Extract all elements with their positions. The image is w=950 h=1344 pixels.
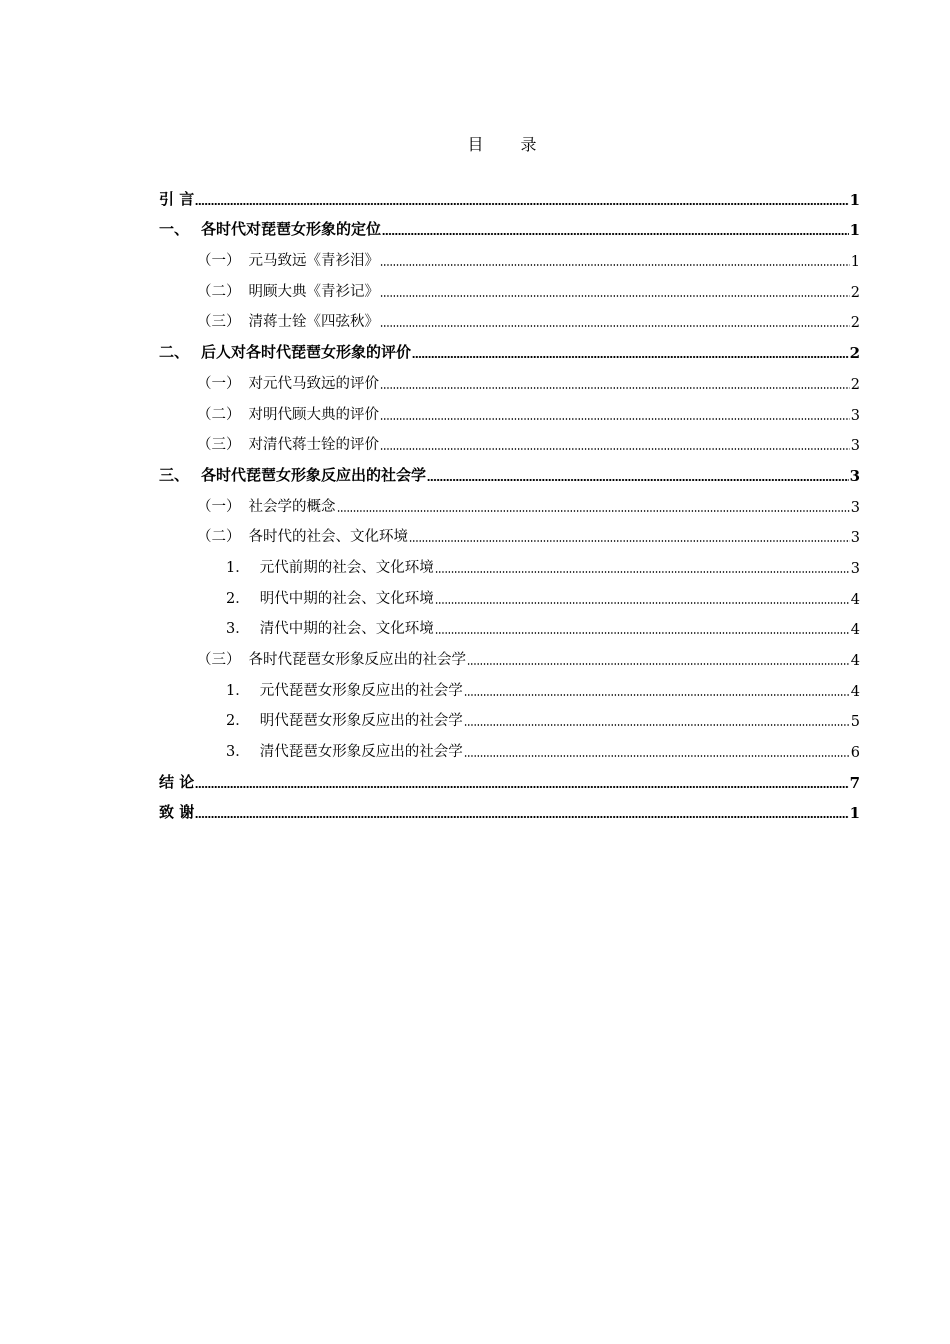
toc-dot-leader xyxy=(380,387,850,389)
toc-entry-number: 1． xyxy=(226,682,250,699)
toc-entry-number: （三） xyxy=(197,314,241,331)
toc-entry-number: （二） xyxy=(197,283,241,300)
toc-entry-page-number: 4 xyxy=(850,591,860,608)
toc-entry-page-number: 4 xyxy=(850,653,860,669)
toc-entry-label: 元马致远《青衫泪》 xyxy=(248,253,379,270)
toc-entry[interactable] xyxy=(159,270,860,301)
toc-entry-page-number: 1 xyxy=(849,190,860,209)
toc-entry[interactable] xyxy=(159,761,860,792)
toc-entry-page-number: 2 xyxy=(850,284,860,301)
toc-entry[interactable] xyxy=(159,608,860,639)
toc-entry-page-number: 3 xyxy=(850,499,860,516)
toc-entry-page-number: 2 xyxy=(850,376,860,393)
toc-entry[interactable] xyxy=(159,485,860,516)
toc-entry-page-number: 2 xyxy=(849,344,860,363)
toc-entry-page-number: 3 xyxy=(850,407,860,424)
toc-entry-label: 清代中期的社会、文化环境 xyxy=(259,621,434,638)
toc-entry-number: （二） xyxy=(197,529,241,546)
toc-entry-number: 三、 xyxy=(159,465,190,484)
toc-entry-label: 明代琵琶女形象反应出的社会学 xyxy=(259,713,463,730)
toc-entry-page-number: 3 xyxy=(850,560,860,577)
toc-entry-label: 致 谢 xyxy=(159,803,195,822)
toc-entry[interactable] xyxy=(159,178,860,209)
toc-entry-label: 元代琵琶女形象反应出的社会学 xyxy=(259,682,463,699)
toc-dot-leader xyxy=(380,264,850,266)
toc-entry-label: 各时代琵琶女形象反应出的社会学 xyxy=(248,652,466,668)
toc-entry-page-number: 3 xyxy=(850,530,860,547)
toc-dot-leader xyxy=(195,203,848,205)
toc-entry[interactable] xyxy=(159,393,860,424)
toc-dot-leader xyxy=(380,295,850,297)
toc-entry-page-number: 4 xyxy=(850,622,860,639)
toc-dot-leader xyxy=(380,418,850,420)
toc-entry-number: （一） xyxy=(197,253,241,270)
toc-dot-leader xyxy=(380,448,850,450)
toc-entry-number: （二） xyxy=(197,406,241,423)
toc-entry-label: 社会学的概念 xyxy=(248,498,336,515)
toc-dot-leader xyxy=(435,632,850,634)
toc-entry-label: 各时代对琵琶女形象的定位 xyxy=(201,220,382,239)
toc-entry-number: （一） xyxy=(197,375,241,392)
toc-entry-label: 清代琵琶女形象反应出的社会学 xyxy=(259,744,463,761)
toc-entry-page-number: 3 xyxy=(849,466,860,485)
toc-entry-label: 引 言 xyxy=(159,189,195,208)
toc-entry-number: 3． xyxy=(226,621,250,638)
toc-title: 目 录 xyxy=(467,135,553,154)
toc-entry-number: 1． xyxy=(226,559,250,576)
toc-dot-leader xyxy=(464,694,850,696)
toc-entry-label: 各时代琵琶女形象反应出的社会学 xyxy=(201,465,427,484)
toc-entry-label: 后人对各时代琵琶女形象的评价 xyxy=(201,343,412,362)
toc-dot-leader xyxy=(464,724,850,726)
toc-entry[interactable] xyxy=(159,516,860,547)
toc-entry-page-number: 4 xyxy=(850,683,860,700)
toc-entry-number: 一、 xyxy=(159,220,190,239)
toc-entry[interactable] xyxy=(159,546,860,577)
toc-dot-leader xyxy=(467,663,850,665)
toc-entry-page-number: 3 xyxy=(850,438,860,455)
toc-entry[interactable] xyxy=(159,700,860,731)
toc-entry[interactable] xyxy=(159,638,860,669)
toc-entry-page-number: 1 xyxy=(849,221,860,240)
toc-dot-leader xyxy=(435,571,850,573)
toc-dot-leader xyxy=(464,755,850,757)
toc-entry-number: （三） xyxy=(197,437,241,454)
toc-entry[interactable] xyxy=(159,239,860,270)
toc-entry[interactable] xyxy=(159,301,860,332)
toc-entry-label: 元代前期的社会、文化环境 xyxy=(259,559,434,576)
toc-entry-page-number: 6 xyxy=(850,745,860,762)
toc-entry-number: 2． xyxy=(226,590,250,607)
toc-entry-page-number: 1 xyxy=(849,804,860,823)
toc-entry-number: 2． xyxy=(226,713,250,730)
toc-entry-label: 结 论 xyxy=(159,772,195,791)
toc-dot-leader xyxy=(409,540,850,542)
toc-dot-leader xyxy=(337,510,850,512)
toc-entry-page-number: 1 xyxy=(850,254,860,271)
toc-entry-label: 对元代马致远的评价 xyxy=(248,375,379,392)
toc-entry-number: （三） xyxy=(197,652,241,668)
toc-entry[interactable] xyxy=(159,792,860,823)
toc-dot-leader xyxy=(412,356,849,358)
toc-entry[interactable] xyxy=(159,331,860,362)
toc-entry[interactable] xyxy=(159,577,860,608)
toc-entry-number: 二、 xyxy=(159,343,190,362)
toc-entry-number: 3． xyxy=(226,744,250,761)
toc-dot-leader xyxy=(380,325,850,327)
toc-dot-leader xyxy=(195,816,848,818)
toc-entry-page-number: 7 xyxy=(849,773,860,792)
toc-entry[interactable] xyxy=(159,362,860,393)
toc-dot-leader xyxy=(427,479,849,481)
toc-entry-label: 清蒋士铨《四弦秋》 xyxy=(248,314,379,331)
toc-entry-page-number: 2 xyxy=(850,315,860,332)
toc-entry-label: 明代中期的社会、文化环境 xyxy=(259,590,434,607)
toc-entry-label: 各时代的社会、文化环境 xyxy=(248,529,408,546)
toc-entry[interactable] xyxy=(159,424,860,455)
toc-entry[interactable] xyxy=(159,730,860,761)
toc-entry[interactable] xyxy=(159,454,860,485)
toc-list xyxy=(159,178,860,822)
toc-dot-leader xyxy=(435,602,850,604)
toc-entry-label: 对明代顾大典的评价 xyxy=(248,406,379,423)
toc-dot-leader xyxy=(195,786,848,788)
toc-entry-label: 对清代蒋士铨的评价 xyxy=(248,437,379,454)
toc-entry[interactable] xyxy=(159,669,860,700)
toc-entry-number: （一） xyxy=(197,498,241,515)
toc-dot-leader xyxy=(382,233,849,235)
toc-entry[interactable] xyxy=(159,209,860,240)
toc-entry-page-number: 5 xyxy=(850,714,860,731)
toc-entry-label: 明顾大典《青衫记》 xyxy=(248,283,379,300)
